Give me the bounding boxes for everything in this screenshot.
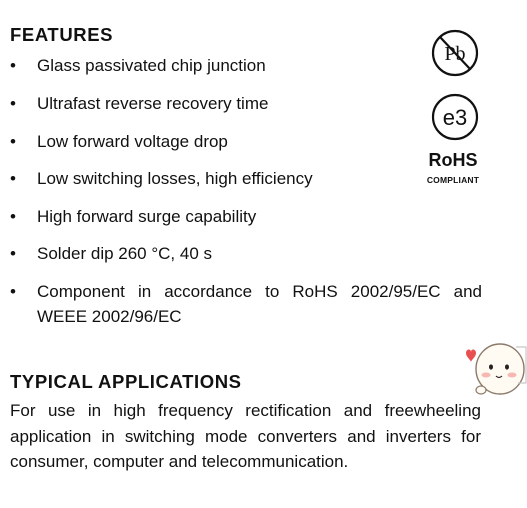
feature-text: Low switching losses, high efficiency bbox=[37, 169, 313, 188]
bullet-icon: • bbox=[10, 94, 16, 113]
feature-text: Solder dip 260 °C, 40 s bbox=[37, 244, 213, 263]
feature-item bbox=[10, 91, 482, 116]
rohs-label: RoHS bbox=[428, 150, 478, 170]
bullet-icon: • bbox=[10, 282, 16, 301]
applications-text: For use in high frequency rectification and freewheeling application in switching mode converters and inverters for consumer, computer and telecommunication. bbox=[10, 401, 481, 472]
feature-text: Low forward voltage drop bbox=[37, 132, 228, 151]
feature-text: High forward surge capability bbox=[37, 207, 257, 226]
lead-free-icon bbox=[430, 28, 480, 78]
feature-item bbox=[10, 279, 482, 329]
feature-item bbox=[10, 129, 482, 154]
feature-item bbox=[10, 166, 482, 191]
pb-symbol: Pb bbox=[444, 43, 466, 65]
bullet-icon: • bbox=[10, 169, 16, 188]
cartoon-sticker-icon bbox=[462, 335, 527, 405]
feature-item bbox=[10, 204, 482, 229]
bullet-icon: • bbox=[10, 207, 16, 226]
feature-item bbox=[10, 241, 482, 266]
bullet-icon: • bbox=[10, 56, 16, 75]
feature-text: Component in accordance to RoHS 2002/95/EC and WEEE 2002/96/EC bbox=[37, 282, 482, 326]
bullet-icon: • bbox=[10, 132, 16, 151]
feature-item bbox=[10, 53, 482, 78]
applications-heading: TYPICAL APPLICATIONS bbox=[10, 371, 242, 392]
bullet-icon: • bbox=[10, 244, 16, 263]
rohs-compliant-label: COMPLIANT bbox=[426, 175, 480, 185]
feature-text: Glass passivated chip junction bbox=[37, 56, 266, 75]
e3-label: e3 bbox=[442, 105, 468, 130]
features-heading: FEATURES bbox=[10, 24, 114, 45]
e3-icon bbox=[430, 92, 480, 142]
feature-text: Ultrafast reverse recovery time bbox=[37, 94, 269, 113]
